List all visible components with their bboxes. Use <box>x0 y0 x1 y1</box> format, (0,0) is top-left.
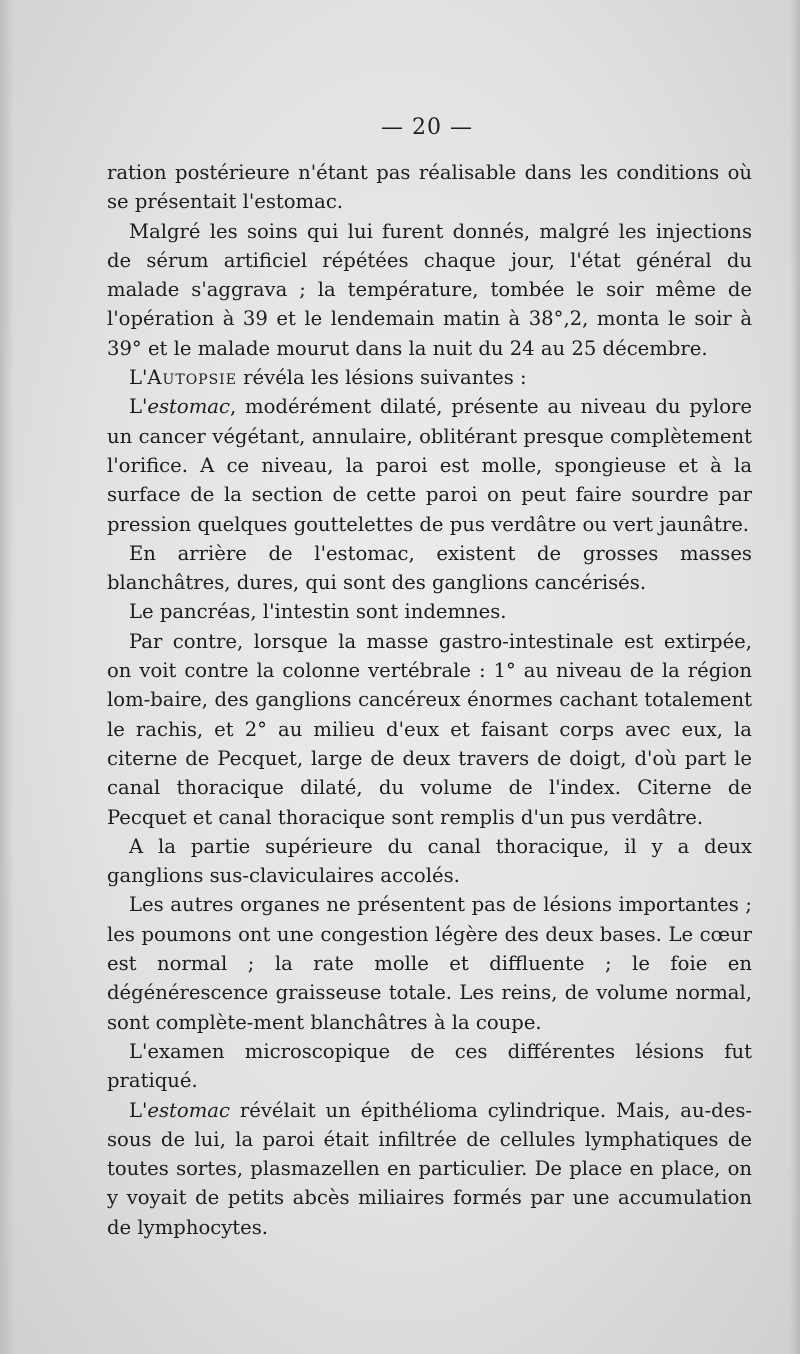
paragraph-10: L'examen microscopique de ces différentes lésions fut pratiqué. <box>107 1039 752 1093</box>
page-edge-right <box>790 0 800 1354</box>
paragraph-6: Le pancréas, l'intestin sont indemnes. <box>129 600 507 624</box>
paragraph-11-rest: révélait un épithélioma cylindrique. Mais, au-des-sous de lui, la paroi était infiltrée de cellules lymphatiques de toutes sortes, plasmazellen en particulier. De place en place, on y voyait de petits abcès miliaires formés par une accumulation de lymphocytes. <box>107 1098 752 1239</box>
page-edge-left <box>0 0 14 1354</box>
paragraph-5: En arrière de l'estomac, existent de grosses masses blanchâtres, dures, qui sont des ganglions cancérisés. <box>107 541 752 595</box>
paragraph-3 <box>107 363 752 392</box>
paragraph-1: ration postérieure n'étant pas réalisable dans les conditions où se présentait l'estomac. <box>107 161 752 214</box>
page-number: — 20 — <box>381 115 473 140</box>
paragraph-8: A la partie supérieure du canal thoracique, il y a deux ganglions sus-claviculaires accolés. <box>107 834 752 888</box>
estomac-term-2: estomac <box>147 1098 230 1122</box>
autopsie-heading: Autopsie <box>147 366 237 390</box>
body-text <box>107 158 752 1242</box>
paragraph-11-prefix: L' <box>129 1098 148 1122</box>
paragraph-3-rest: révéla les lésions suivantes : <box>236 366 527 390</box>
paragraph-11 <box>107 1096 752 1242</box>
estomac-term: estomac <box>147 395 230 419</box>
paragraph-9: Les autres organes ne présentent pas de lésions importantes ; les poumons ont une congestion légère des deux bases. Le cœur est normal ; la rate molle et diffluente ; le foie en dégénérescence graisseuse totale. Les reins, de volume normal, sont complète-ment blanchâtres à la coupe. <box>107 893 752 1034</box>
paragraph-3-prefix: L' <box>129 366 148 390</box>
paragraph-2: Malgré les soins qui lui furent donnés, malgré les injections de sérum artificiel répétées chaque jour, l'état général du malade s'aggrava ; la température, tombée le soir même de l'opération à 39 et le lendemain matin à 38°,2, monta le soir à 39° et le malade mourut dans la nuit du 24 au 25 décembre. <box>107 219 752 360</box>
paragraph-7: Par contre, lorsque la masse gastro-intestinale est extirpée, on voit contre la colonne vertébrale : 1° au niveau de la région lom-baire, des ganglions cancéreux énormes cachant totalement le rachis, et 2° au milieu d'eux et faisant corps avec eux, la citerne de Pecquet, large de deux travers de doigt, d'où part le canal thoracique dilaté, du volume de l'index. Citerne de Pecquet et canal thoracique sont remplis d'un pus verdâtre. <box>107 629 752 829</box>
paragraph-4-prefix: L' <box>129 395 148 419</box>
paragraph-4-rest: , modérément dilaté, présente au niveau du pylore un cancer végétant, annulaire, oblitérant presque complètement l'orifice. A ce niveau, la paroi est molle, spongieuse et à la surface de la section de cette paroi on peut faire sourdre par pression quelques gouttelettes de pus verdâtre ou vert jaunâtre. <box>107 395 752 536</box>
paragraph-4 <box>107 392 752 538</box>
